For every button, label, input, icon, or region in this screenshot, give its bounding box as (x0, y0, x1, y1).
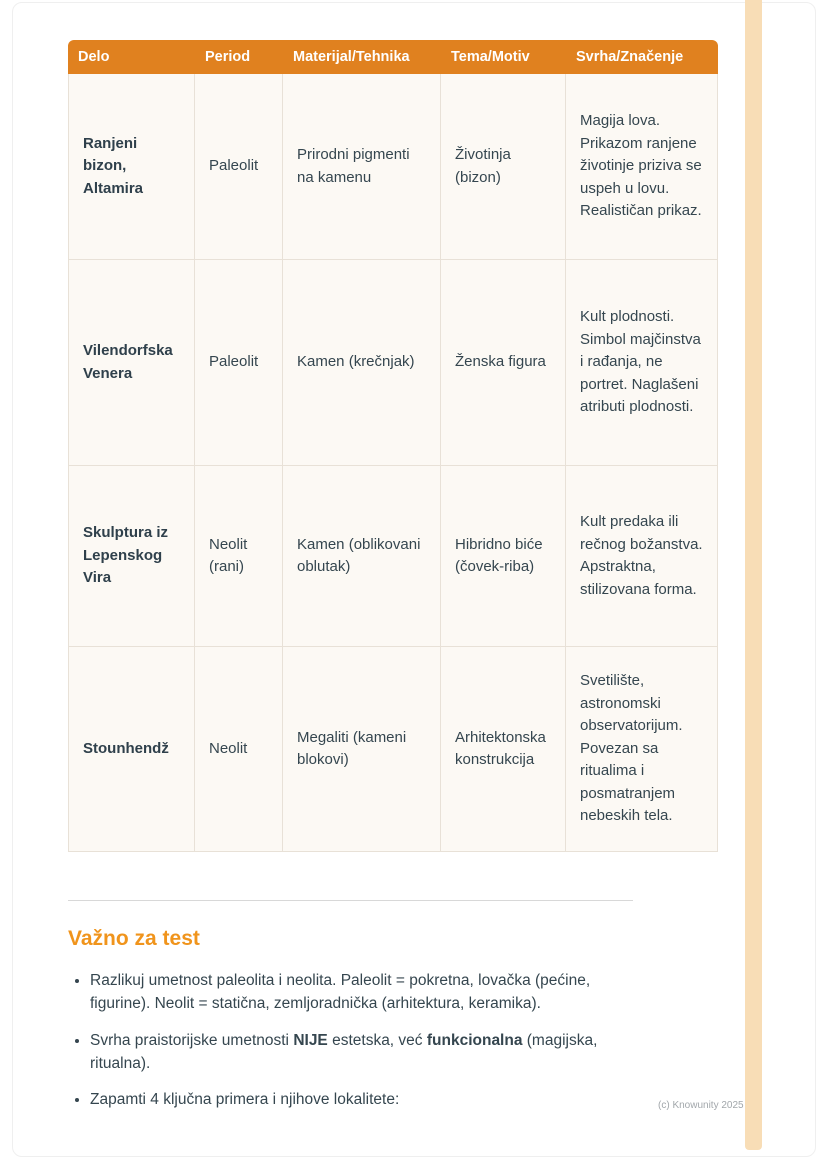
table-header-cell-svrha: Svrha/Značenje (566, 40, 718, 74)
section-divider (68, 900, 633, 901)
table-cell-svrha: Kult predaka ili rečnog božanstva. Apstraktna, stilizovana forma. (566, 466, 718, 647)
table-cell-tema: Arhitektonska konstrukcija (441, 647, 566, 852)
list-item-bold-text: NIJE (293, 1031, 328, 1049)
table-cell-tema: Životinja (bizon) (441, 74, 566, 260)
table-cell-svrha: Magija lova. Prikazom ranjene životinje priziva se uspeh u lovu. Realističan prikaz. (566, 74, 718, 260)
watermark: (c) Knowunity 2025 (658, 1100, 744, 1111)
table-cell-materijal: Prirodni pigmenti na kamenu (283, 74, 441, 260)
table-cell-period: Paleolit (195, 260, 283, 466)
table-row (68, 647, 718, 852)
table-cell-svrha: Kult plodnosti. Simbol majčinstva i rađanja, ne portret. Naglašeni atributi plodnosti. (566, 260, 718, 466)
table-cell-tema: Ženska figura (441, 260, 566, 466)
table-row (68, 260, 718, 466)
table-cell-materijal: Kamen (krečnjak) (283, 260, 441, 466)
table-cell-period: Neolit (rani) (195, 466, 283, 647)
table-cell-materijal: Megaliti (kameni blokovi) (283, 647, 441, 852)
table-cell-materijal: Kamen (oblikovani oblutak) (283, 466, 441, 647)
table-header-cell-delo: Delo (68, 40, 195, 74)
table-header-cell-period: Period (195, 40, 283, 74)
list-item-text: Zapamti 4 ključna primera i njihove lokalitete: (90, 1091, 400, 1108)
table-cell-delo: Stounhendž (68, 647, 195, 852)
page-edge-strip (745, 0, 762, 1150)
table-cell-delo: Skulptura iz Lepenskog Vira (68, 466, 195, 647)
document-content (68, 40, 718, 1124)
list-item-bold-text: funkcionalna (426, 1031, 523, 1049)
list-item (90, 969, 646, 1016)
table-cell-svrha: Svetilište, astronomski observatorijum. Povezan sa ritualima i posmatranjem nebeskih tela. (566, 647, 718, 852)
list-item (90, 1029, 646, 1076)
table-cell-tema: Hibridno biće (čovek-riba) (441, 466, 566, 647)
table-header-row (68, 40, 718, 74)
table-header-cell-tema: Tema/Motiv (441, 40, 566, 74)
table-cell-period: Paleolit (195, 74, 283, 260)
notes-list (68, 969, 646, 1111)
section-title: Važno za test (68, 927, 200, 950)
table-cell-period: Neolit (195, 647, 283, 852)
comparison-table (68, 40, 718, 852)
list-item-text: estetska, već (327, 1031, 427, 1049)
list-item-text: Svrha praistorijske umetnosti (90, 1031, 294, 1049)
list-item (90, 1088, 646, 1111)
list-item-text: Razlikuj umetnost paleolita i neolita. Paleolit = pokretna, lovačka (pećine, figurine). Neolit = statična, zemljoradnička (arhitektura, keramika). (90, 972, 591, 1013)
table-row (68, 74, 718, 260)
table-row (68, 466, 718, 647)
list-item-text: (magijska, ritualna). (90, 1031, 598, 1072)
table-cell-delo: Vilendorfska Venera (68, 260, 195, 466)
table-header-cell-materijal: Materijal/Tehnika (283, 40, 441, 74)
table-cell-delo: Ranjeni bizon, Altamira (68, 74, 195, 260)
